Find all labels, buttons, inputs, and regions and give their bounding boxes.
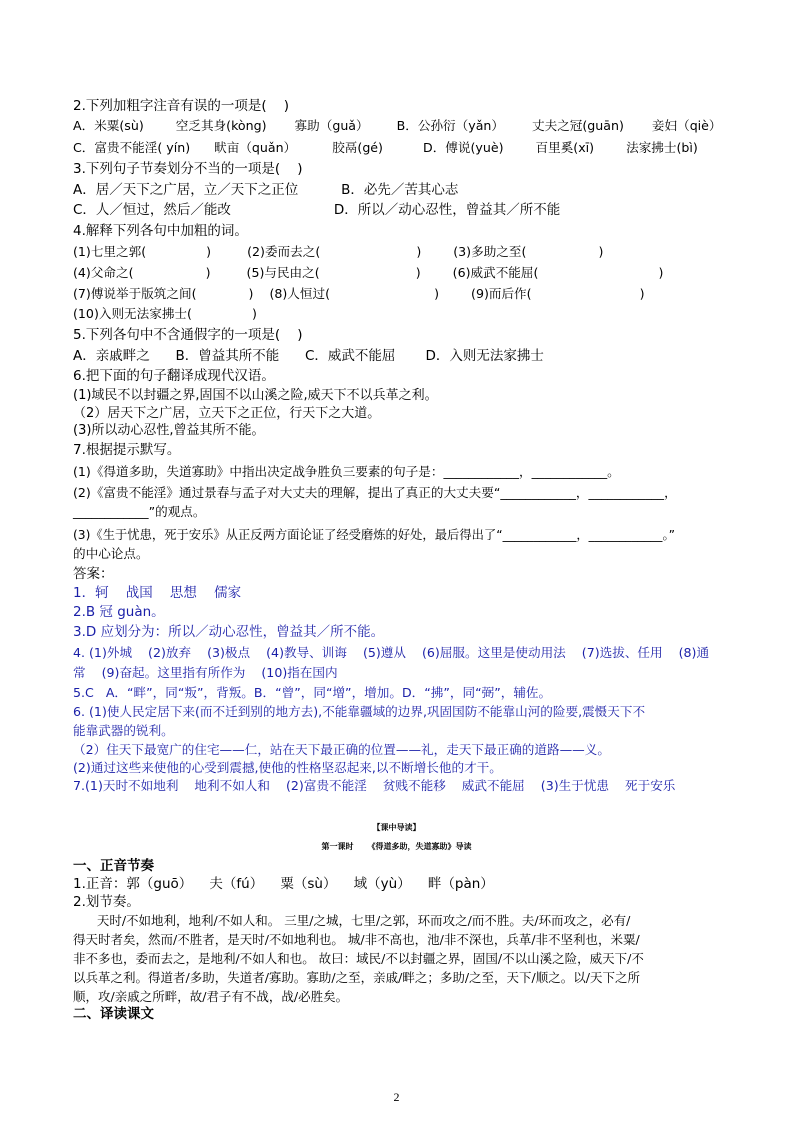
q5-options: A．亲戚畔之 B．曾益其所不能 C．威武不能屈 D．入则无法家拂士 bbox=[73, 348, 544, 364]
q7-stem: 7.根据提示默写。 bbox=[73, 442, 181, 458]
q7-item-3-cont: 的中心论点。 bbox=[73, 546, 149, 561]
answer-4: 4. (1)外城 (2)放弃 (3)极点 (4)教导、训诲 (5)遵从 (6)屈服。这里是使动用法 (7)选拔、任用 (8)通 bbox=[73, 645, 710, 660]
answer-1: 1．轲 战国 思想 儒家 bbox=[73, 585, 242, 601]
page-number: 2 bbox=[393, 1090, 400, 1104]
q6-stem: 6.把下面的句子翻译成现代汉语。 bbox=[73, 368, 275, 384]
q2-options-cd: C．富贵不能淫( yín) 畎亩（quǎn） 胶鬲(gé) D．傅说(yuè) 百里奚(xī) 法家拂士(bì) bbox=[73, 140, 698, 155]
rhythm-label: 2.划节奏。 bbox=[73, 894, 140, 910]
q5-stem: 5.下列各句中不含通假字的一项是( ) bbox=[73, 327, 303, 343]
answer-7: 7.(1)天时不如地利 地利不如人和 (2)富贵不能淫 贫贱不能移 威武不能屈 (3)生于忧患 死于安乐 bbox=[73, 778, 676, 793]
q3-options-cd: C．人／恒过，然后／能改 D．所以／动心忍性，曾益其／所不能 bbox=[73, 202, 561, 218]
answer-3: 3.D 应划分为：所以／动心忍性，曾益其／所不能。 bbox=[73, 624, 385, 640]
passage-line: 非不多也，委而去之，是地利/不如人和也。 故曰：域民/不以封疆之界，固国/不以山溪之险，威天下/不 bbox=[73, 951, 644, 966]
q7-item-1: (1)《得道多助，失道寡助》中指出决定战争胜负三要素的句子是：____________，____________。 bbox=[73, 464, 620, 479]
answer-6-line-4: (2)通过这些来使他的心受到震撼,使他的性格坚忍起来,以不断增长他的才干。 bbox=[73, 760, 502, 775]
answer-5: 5.C A．“畔”，同“叛”，背叛。B．“曾”，同“增”，增加。D．“拂”，同“弼”，辅佐。 bbox=[73, 685, 552, 700]
passage-line: 天时/不如地利，地利/不如人和。 三里/之城，七里/之郭，环而攻之/而不胜。夫/环而攻之，必有/ bbox=[73, 913, 631, 928]
answer-4-cont: 常 (9)奋起。这里指有所作为 (10)指在国内 bbox=[73, 665, 338, 680]
passage-line: 以兵革之利。得道者/多助，失道者/寡助。寡助/之至，亲戚/畔之；多助/之至，天下/顺之。以/天下之所 bbox=[73, 970, 640, 985]
q4-row4: (10)入则无法家拂士( ) bbox=[73, 306, 257, 321]
passage-line: 顺，攻/亲戚之所畔，故/君子有不战，战/必胜矣。 bbox=[73, 989, 349, 1004]
q4-row2: (4)父命之( ) (5)与民由之( ) (6)威武不能屈( ) bbox=[73, 265, 664, 280]
heading-pronunciation-rhythm: 一、正音节奏 bbox=[73, 858, 154, 874]
q6-sentence-1: (1)域民不以封疆之界,固国不以山溪之险,威天下不以兵革之利。 bbox=[73, 388, 438, 403]
answer-6-line-3: （2）住天下最宽广的住宅——仁，站在天下最正确的位置——礼，走天下最正确的道路——义。 bbox=[73, 742, 610, 757]
q3-stem: 3.下列句子节奏划分不当的一项是( ) bbox=[73, 161, 303, 177]
answers-label: 答案： bbox=[73, 566, 114, 582]
q6-sentence-3: (3)所以动心忍性,曾益其所不能。 bbox=[73, 423, 265, 438]
q3-options-ab: A．居／天下之广居，立／天下之正位 B．必先／苦其心志 bbox=[73, 182, 459, 198]
q7-item-2: (2)《富贵不能淫》通过景春与孟子对大丈夫的理解，提出了真正的大丈夫要“____________，____________， bbox=[73, 485, 677, 500]
q4-stem: 4.解释下列各句中加粗的词。 bbox=[73, 223, 248, 239]
answer-2: 2.B 冠 guàn。 bbox=[73, 604, 165, 620]
section-heading: 【课中导读】 bbox=[372, 823, 421, 832]
q6-sentence-2: （2）居天下之广居，立天下之正位，行天下之大道。 bbox=[73, 406, 381, 421]
q4-row1: (1)七里之郭( ) (2)委而去之( ) (3)多助之至( ) bbox=[73, 244, 604, 259]
heading-translation: 二、译读课文 bbox=[73, 1006, 154, 1022]
q7-item-2-cont: ____________”的观点。 bbox=[73, 504, 206, 519]
q2-stem: 2.下列加粗字注音有误的一项是( ) bbox=[73, 98, 290, 114]
q2-options-ab: A．米粟(sù) 空乏其身(kòng) 寡助（guǎ） B．公孙衍（yǎn） 丈夫之冠(guān) 妾妇（qiè） bbox=[73, 118, 722, 133]
lesson-title: 第一课时 《得道多助，失道寡助》导读 bbox=[321, 842, 472, 851]
answer-6-line-1: 6. (1)使人民定居下来(而不迁到别的地方去),不能靠疆域的边界,巩固国防不能靠山河的险要,震慑天下不 bbox=[73, 704, 646, 719]
answer-6-line-2: 能靠武器的锐利。 bbox=[73, 723, 174, 738]
q4-row3: (7)傅说举于版筑之间( ) (8)人恒过( ) (9)而后作( ) bbox=[73, 286, 645, 301]
q7-item-3: (3)《生于忧患，死于安乐》从正反两方面论证了经受磨炼的好处，最后得出了“____________，____________。” bbox=[73, 528, 675, 542]
passage-line: 得天时者矣，然而/不胜者，是天时/不如地利也。 城/非不高也，池/非不深也，兵革/非不坚利也，米粟/ bbox=[73, 932, 640, 947]
pronunciation-line: 1.正音：郭（guō） 夫（fú） 粟（sù） 域（yù） 畔（pàn） bbox=[73, 876, 494, 892]
